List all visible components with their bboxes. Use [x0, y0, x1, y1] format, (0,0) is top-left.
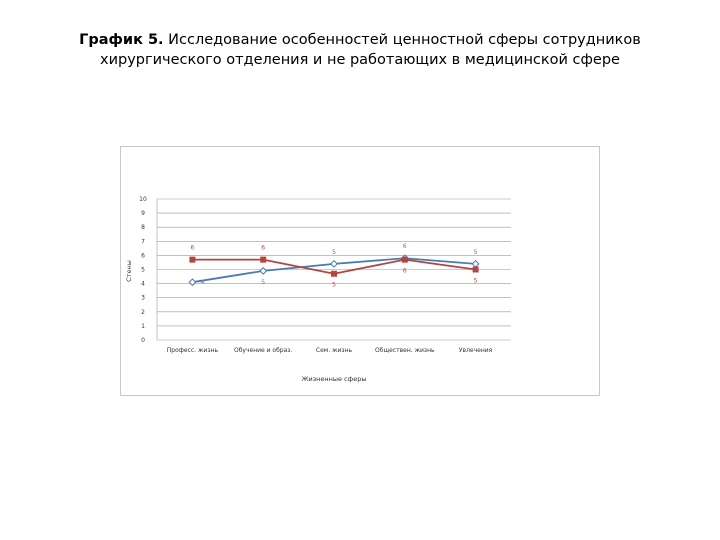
data-label: 5 — [473, 248, 478, 256]
y-tick-label: 10 — [139, 196, 147, 203]
data-label: 6 — [402, 243, 407, 251]
data-label: 5 — [332, 248, 336, 256]
data-label: 6 — [190, 244, 195, 252]
data-point-marker — [189, 257, 195, 263]
data-label: 5 — [473, 277, 478, 285]
data-label: 6 — [402, 267, 407, 275]
data-label: 5 — [261, 278, 266, 286]
y-tick-label: 7 — [141, 238, 145, 246]
y-tick-label: 6 — [141, 252, 145, 260]
y-tick-label: 3 — [141, 294, 145, 302]
y-tick-label: 1 — [141, 322, 145, 330]
title-text: Исследование особенностей ценностной сферы сотрудников хирургического отделения и не работающих в медицинской сфере — [100, 32, 641, 68]
data-point-marker — [473, 267, 479, 273]
x-tick-label: Обучение и образ. — [233, 347, 293, 354]
slide-title — [40, 30, 680, 70]
data-point-marker — [331, 261, 337, 267]
x-tick-label: Професс. жизнь — [166, 347, 218, 354]
y-tick-label: 5 — [141, 266, 145, 274]
y-tick-label: 2 — [141, 308, 145, 316]
data-label: 6 — [261, 244, 266, 252]
data-point-marker — [260, 268, 266, 274]
x-tick-label: Обществен. жизнь — [375, 347, 435, 354]
data-label: 5 — [332, 281, 336, 289]
line-chart — [121, 147, 599, 395]
title-lead: График 5. — [79, 32, 164, 48]
y-tick-label: 9 — [141, 210, 145, 218]
data-label: 4 — [200, 279, 205, 287]
x-tick-label: Сем. жизнь — [315, 347, 353, 354]
data-point-marker — [402, 257, 408, 263]
y-tick-label: 4 — [141, 280, 145, 288]
y-tick-label: 0 — [141, 337, 145, 344]
y-tick-label: 8 — [141, 224, 145, 232]
chart-frame — [120, 146, 600, 396]
y-axis-title: Стены — [125, 260, 133, 282]
data-point-marker — [260, 257, 266, 263]
data-point-marker — [472, 261, 478, 267]
x-axis-title: Жизненные сферы — [301, 375, 367, 383]
data-point-marker — [189, 279, 195, 285]
x-tick-label: Увлечения — [458, 347, 493, 354]
data-point-marker — [331, 271, 337, 277]
